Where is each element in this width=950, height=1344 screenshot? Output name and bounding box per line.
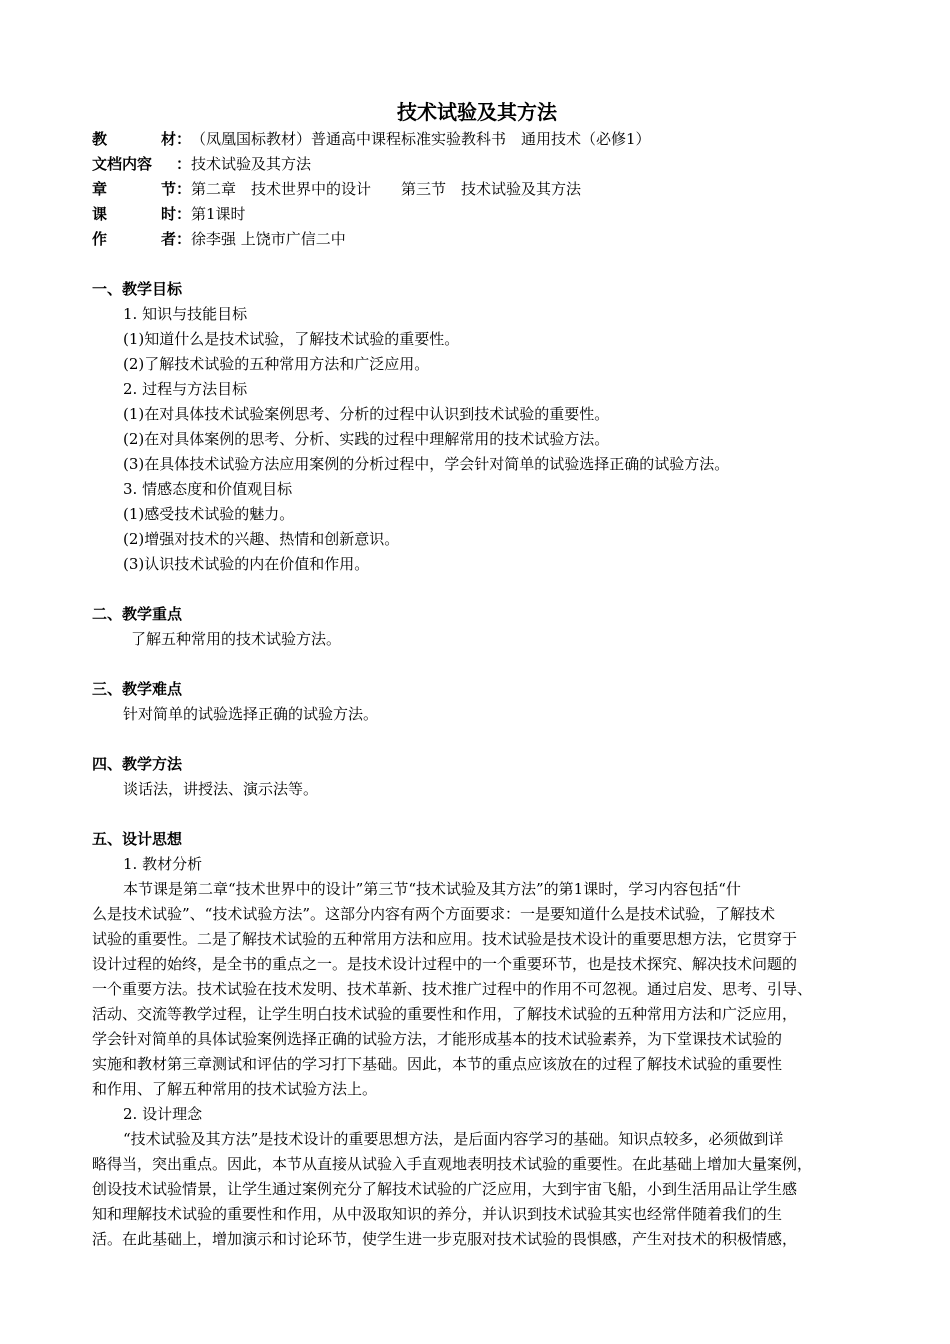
meta-label — [92, 227, 176, 252]
meta-label-char: 教 — [92, 130, 108, 148]
section-design-thoughts — [92, 827, 862, 1252]
meta-label-char: 文档内容 — [92, 155, 153, 173]
paragraph-line: 实施和教材第三章测试和评估的学习打下基础。因此，本节的重点应该放在的过程了解技术试验的重要性 — [92, 1055, 783, 1073]
meta-colon: ： — [176, 230, 192, 248]
meta-value: 第二章 技术世界中的设计 第三节 技术试验及其方法 — [191, 180, 582, 198]
section-teaching-goals — [92, 277, 862, 577]
meta-colon: ： — [176, 180, 192, 198]
document-title: 技术试验及其方法 — [397, 100, 557, 124]
meta-label — [92, 177, 176, 202]
paragraph-line: 知和理解技术试验的重要性和作用，从中汲取知识的养分，并认识到技术试验其实也经常伴随着我们的生 — [92, 1205, 783, 1223]
section-heading: 五、设计思想 — [92, 830, 183, 848]
meta-row-chapter — [92, 177, 862, 202]
meta-label-char: 节 — [160, 180, 176, 198]
subheading: 2. 设计理念 — [123, 1105, 203, 1123]
section-text: 了解五种常用的技术试验方法。 — [131, 630, 342, 648]
meta-row-period — [92, 202, 862, 227]
subheading: 2. 过程与方法目标 — [123, 380, 248, 398]
paragraph-line: 活。在此基础上，增加演示和讨论环节，使学生进一步克服对技术试验的畏惧感，产生对技术的积极情感， — [92, 1230, 798, 1248]
section-heading: 二、教学重点 — [92, 605, 183, 623]
meta-colon: ： — [176, 130, 192, 148]
section-key-points — [92, 602, 862, 652]
meta-label-char: 作 — [92, 230, 108, 248]
section-methods — [92, 752, 862, 802]
meta-row-textbook — [92, 127, 862, 152]
paragraph-line: 活动、交流等教学过程，让学生明白技术试验的重要性和作用，了解技术试验的五种常用方法和广泛应用， — [92, 1005, 798, 1023]
paragraph-line: 设计过程的始终，是全书的重点之一。是技术设计过程中的一个重要环节，也是技术探究、解决技术问题的 — [92, 955, 798, 973]
section-heading: 四、教学方法 — [92, 755, 183, 773]
paragraph-line: 么是技术试验”、“技术试验方法”。这部分内容有两个方面要求：一是要知道什么是技术试验，了解技术 — [92, 905, 776, 923]
paragraph-line: 一个重要方法。技术试验在技术发明、技术革新、技术推广过程中的作用不可忽视。通过启发、思考、引导、 — [92, 980, 813, 998]
subheading: 1. 教材分析 — [123, 855, 203, 873]
meta-label-char: 章 — [92, 180, 108, 198]
meta-colon: ： — [176, 205, 192, 223]
meta-label-char: 者 — [160, 230, 176, 248]
list-item: (1)知道什么是技术试验，了解技术试验的重要性。 — [123, 330, 460, 348]
list-item: (3)在具体技术试验方法应用案例的分析过程中，学会针对简单的试验选择正确的试验方法。 — [123, 455, 730, 473]
list-item: (2)在对具体案例的思考、分析、实践的过程中理解常用的技术试验方法。 — [123, 430, 610, 448]
paragraph-design-concept — [92, 1127, 862, 1252]
section-heading: 三、教学难点 — [92, 680, 183, 698]
meta-label — [92, 202, 176, 227]
meta-colon: ： — [176, 155, 192, 173]
paragraph-line: 学会针对简单的具体试验案例选择正确的试验方法，才能形成基本的技术试验素养，为下堂课技术试验的 — [92, 1030, 783, 1048]
list-item: (1)感受技术试验的魅力。 — [123, 505, 295, 523]
section-difficulties — [92, 677, 862, 727]
section-text: 针对简单的试验选择正确的试验方法。 — [123, 705, 379, 723]
list-item: (3)认识技术试验的内在价值和作用。 — [123, 555, 370, 573]
subheading: 1. 知识与技能目标 — [123, 305, 248, 323]
list-item: (2)了解技术试验的五种常用方法和广泛应用。 — [123, 355, 430, 373]
document-content — [92, 97, 862, 1252]
meta-row-content — [92, 152, 862, 177]
section-text: 谈话法，讲授法、演示法等。 — [123, 780, 319, 798]
list-item: (2)增强对技术的兴趣、热情和创新意识。 — [123, 530, 400, 548]
meta-value: 第1课时 — [191, 205, 246, 223]
paragraph-line: 略得当，突出重点。因此，本节从直接从试验入手直观地表明技术试验的重要性。在此基础上增加大量案例， — [92, 1155, 813, 1173]
paragraph-textbook-analysis — [92, 877, 862, 1102]
paragraph-line: 创设技术试验情景，让学生通过案例充分了解技术试验的广泛应用，大到宇宙飞船，小到生活用品让学生感 — [92, 1180, 798, 1198]
meta-label — [92, 152, 176, 177]
meta-value: 技术试验及其方法 — [191, 155, 312, 173]
paragraph-line: “技术试验及其方法”是技术设计的重要思想方法，是后面内容学习的基础。知识点较多，必须做到详 — [123, 1130, 784, 1148]
meta-label-char: 时 — [160, 205, 176, 223]
meta-value: （凤凰国标教材）普通高中课程标准实验教科书 通用技术（必修1） — [191, 130, 651, 148]
paragraph-line: 本节课是第二章“技术世界中的设计”第三节“技术试验及其方法”的第1课时，学习内容包括“什 — [123, 880, 741, 898]
section-heading: 一、教学目标 — [92, 280, 183, 298]
meta-label-char: 课 — [92, 205, 108, 223]
subheading: 3. 情感态度和价值观目标 — [123, 480, 293, 498]
meta-block — [92, 127, 862, 252]
list-item: (1)在对具体技术试验案例思考、分析的过程中认识到技术试验的重要性。 — [123, 405, 610, 423]
meta-row-author — [92, 227, 862, 252]
meta-value: 徐李强 上饶市广信二中 — [191, 230, 346, 248]
paragraph-line: 和作用、了解五种常用的技术试验方法上。 — [92, 1080, 378, 1098]
meta-label-char: 材 — [160, 130, 176, 148]
paragraph-line: 试验的重要性。二是了解技术试验的五种常用方法和应用。技术试验是技术设计的重要思想方法，它贯穿于 — [92, 930, 798, 948]
meta-label — [92, 127, 176, 152]
